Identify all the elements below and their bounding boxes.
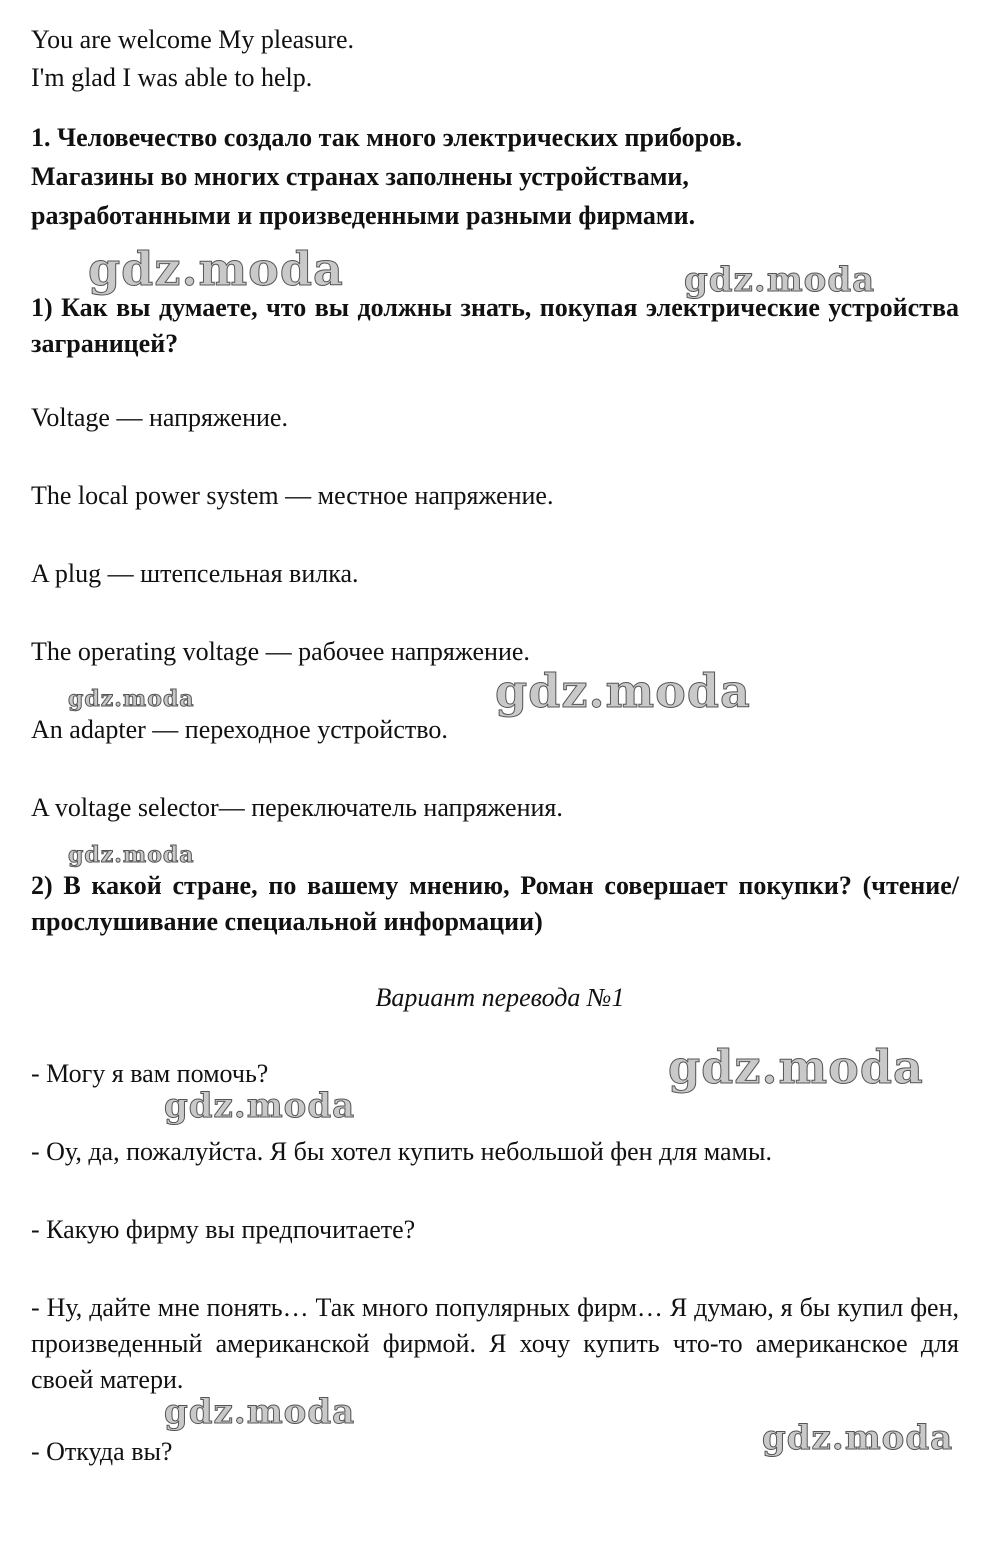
watermark-logo: gdz.moda	[164, 1392, 356, 1432]
watermark-logo: gdz.moda	[88, 242, 344, 296]
vocab-item: A plug — штепсельная вилка.	[31, 559, 359, 588]
watermark-logo: gdz.moda	[68, 686, 195, 712]
watermark-logo: gdz.moda	[668, 1040, 924, 1094]
vocab-item: Voltage — напряжение.	[31, 403, 288, 432]
sub-question: 2) В какой стране, по вашему мнению, Роман совершает покупки? (чтение/прослушивание специальной информации)	[31, 871, 959, 936]
dialogue-line: - Какую фирму вы предпочитаете?	[31, 1215, 416, 1244]
vocab-item: An adapter — переходное устройство.	[31, 715, 448, 744]
vocab-item: The local power system — местное напряжение.	[31, 481, 554, 510]
vocab-item: The operating voltage — рабочее напряжение.	[31, 637, 530, 666]
variant-title: Вариант перевода №1	[375, 983, 625, 1012]
dialogue-line: - Ну, дайте мне понять… Так много популярных фирм… Я думаю, я бы купил фен, произведенный американской фирмой. Я хочу купить что-то американское для своей матери.	[31, 1293, 959, 1394]
question-heading: 1. Человечество создало так много электрических приборов.	[31, 123, 742, 152]
watermark-logo: gdz.moda	[495, 664, 751, 718]
vocab-item: A voltage selector— переключатель напряжения.	[31, 793, 563, 822]
question-heading: Магазины во многих странах заполнены устройствами,	[31, 162, 689, 191]
sub-question: 1) Как вы думаете, что вы должны знать, покупая электрические устройства заграницей?	[31, 293, 959, 358]
watermark-logo: gdz.moda	[164, 1086, 356, 1126]
watermark-logo: gdz.moda	[68, 842, 195, 868]
question-heading: разработанными и произведенными разными фирмами.	[31, 201, 696, 230]
dialogue-line: - Оу, да, пожалуйста. Я бы хотел купить небольшой фен для мамы.	[31, 1137, 772, 1166]
text-line: I'm glad I was able to help.	[31, 63, 313, 92]
watermark-logo: gdz.moda	[762, 1418, 954, 1458]
dialogue-line: - Откуда вы?	[31, 1437, 173, 1466]
dialogue-line: - Могу я вам помочь?	[31, 1059, 269, 1088]
text-line: You are welcome My pleasure.	[31, 25, 354, 54]
watermark-logo: gdz.moda	[684, 260, 876, 300]
